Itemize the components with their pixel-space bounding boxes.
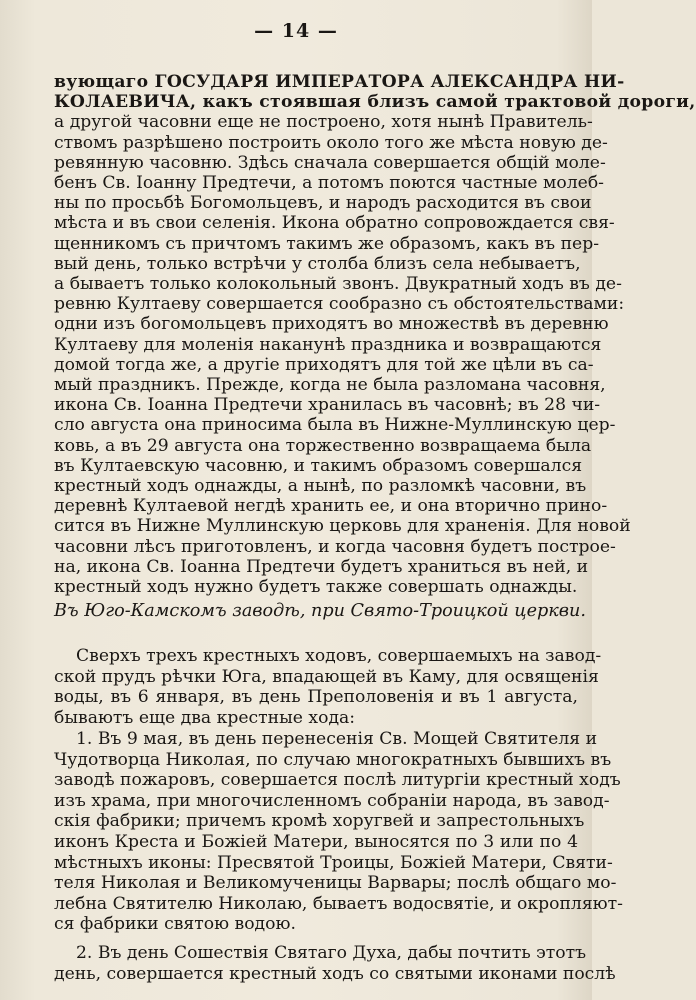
text-line: бенъ Св. Іоанну Предтечи, а потомъ поются частные молеб- xyxy=(54,173,604,193)
text-line: сло августа она приносима была въ Нижне-Муллинскую цер- xyxy=(54,415,616,436)
text-line: одни изъ богомольцевъ приходятъ во множествѣ въ деревню xyxy=(54,314,609,335)
text-line: крестный ходъ нужно будетъ также совершать однажды. xyxy=(54,577,578,597)
text-line: теля Николая и Великомученицы Варвары; послѣ общаго мо- xyxy=(54,873,617,894)
text-line: а бываетъ только колокольный звонъ. Двукратный ходъ въ де- xyxy=(54,274,622,294)
text-line: Култаеву для моленія наканунѣ праздника и возвращаются xyxy=(54,334,602,355)
text-line: вый день, только встрѣчи у столба близъ села небываетъ, xyxy=(54,253,581,274)
text-line: скія фабрики; причемъ кромѣ хоругвей и запрестольныхъ xyxy=(54,811,585,832)
text-line: а другой часовни еще не построено, хотя нынѣ Правитель- xyxy=(54,112,593,133)
text-line: ревню Култаеву совершается сообразно съ обстоятельствами: xyxy=(54,294,625,315)
text-line: ствомъ разрѣшено построить около того же мѣста новую де- xyxy=(54,132,608,153)
text-line: день, совершается крестный ходъ со святыми иконами послѣ xyxy=(54,964,616,984)
text-line: воды, въ 6 января, въ день Преполовенія и въ 1 августа, xyxy=(54,687,578,707)
text-line: сится въ Нижне Муллинскую церковь для храненія. Для новой xyxy=(54,516,631,537)
text-line: ревянную часовню. Здѣсь сначала совершается общій моле- xyxy=(54,152,606,173)
text-line: лебна Святителю Николаю, бываетъ водосвятіе, и окропляют- xyxy=(54,893,623,914)
text-line: бываютъ еще два крестные хода: xyxy=(54,707,356,728)
text-line: часовни лѣсъ приготовленъ, и когда часовня будетъ построе- xyxy=(54,536,616,557)
text-line: КОЛАЕВИЧА, какъ стоявшая близъ самой трактовой дороги, xyxy=(54,92,696,113)
text-line: деревнѣ Култаевой негдѣ хранить ее, и она вторично прино- xyxy=(54,496,608,517)
text-line: иконъ Креста и Божіей Матери, выносятся по 3 или по 4 xyxy=(54,832,578,852)
text-line: заводѣ пожаровъ, совершается послѣ литургіи крестный ходъ xyxy=(54,770,621,791)
text-line: 1. Въ 9 мая, въ день перенесенія Св. Мощей Святителя и xyxy=(76,729,598,749)
text-line: ковь, а въ 29 августа она торжественно возвращаема была xyxy=(54,435,592,456)
text-line: икона Св. Іоанна Предтечи хранилась въ часовнѣ; въ 28 чи- xyxy=(54,395,601,416)
page-number: — 14 — xyxy=(254,20,338,42)
text-line: Чудотворца Николая, по случаю многократныхъ бывшихъ въ xyxy=(54,749,612,770)
text-line: на, икона Св. Іоанна Предтечи будетъ храниться въ ней, и xyxy=(54,556,589,577)
text-line: ны по просьбѣ Богомольцевъ, и народъ расходится въ свои xyxy=(54,193,592,214)
section-heading: Въ Юго-Камскомъ заводѣ, при Свято-Троицкой церкви. xyxy=(54,601,586,621)
text-line: мѣстныхъ иконы: Пресвятой Троицы, Божіей Матери, Святи- xyxy=(54,852,613,873)
text-line: ся фабрики святою водою. xyxy=(54,914,296,935)
text-line: щенникомъ съ причтомъ такимъ же образомъ, какъ въ пер- xyxy=(54,233,600,254)
text-line: ской прудъ рѣчки Юга, впадающей въ Каму, для освященія xyxy=(54,666,599,687)
text-line: вующаго ГОСУДАРЯ ИМПЕРАТОРА АЛЕКСАНДРА НИ- xyxy=(54,72,625,92)
text-line: мѣста и въ свои селенія. Икона обратно сопровождается свя- xyxy=(54,213,615,234)
text-line: домой тогда же, а другіе приходятъ для той же цѣли въ са- xyxy=(54,354,594,375)
text-line: въ Култаевскую часовню, и такимъ образомъ совершался xyxy=(54,455,583,476)
text-line: крестный ходъ однажды, а нынѣ, по разломкѣ часовни, въ xyxy=(54,476,587,496)
text-line: мый праздникъ. Прежде, когда не была разломана часовня, xyxy=(54,375,606,395)
text-line: 2. Въ день Сошествія Святаго Духа, дабы почтить этотъ xyxy=(76,943,587,963)
text-line: изъ храма, при многочисленномъ собраніи народа, въ завод- xyxy=(54,790,610,811)
text-line: Сверхъ трехъ крестныхъ ходовъ, совершаемыхъ на завод- xyxy=(76,646,602,666)
